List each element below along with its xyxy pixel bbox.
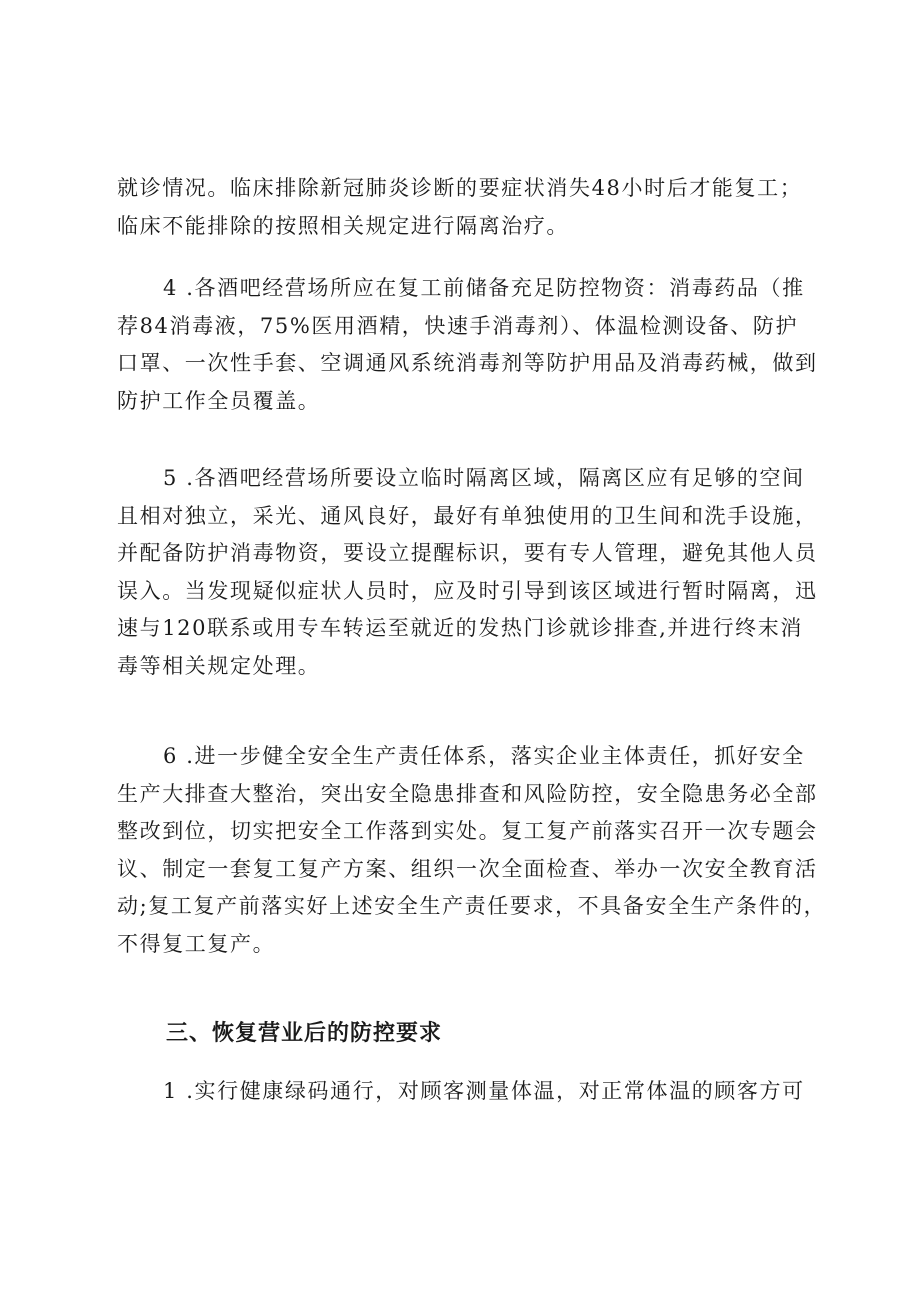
text-line: 就诊情况。临床排除新冠肺炎诊断的要症状消失48小时后才能复工； [117,176,803,200]
text-line: 误入。当发现疑似症状人员时，应及时引导到该区域进行暂时隔离，迅 [117,578,818,603]
text-line: 荐84消毒液，75%医用酒精，快速手消毒剂）、体温检测设备、防护 [117,313,799,338]
text-line: 动;复工复产前落实好上述安全生产责任要求，不具备安全生产条件的， [117,894,827,918]
text-line: 防护工作全员覆盖。 [117,388,321,413]
text-line: 议、制定一套复工复产方案、组织一次全面检查、举办一次安全教育活 [117,856,818,881]
text-line: 4 .各酒吧经营场所应在复工前储备充足防控物资：消毒药品（推 [163,276,805,300]
paragraph-item-1 [117,1073,831,1111]
paragraph-item-5 [117,460,831,685]
section-heading: 三、恢复营业后的防控要求 [166,1021,443,1046]
text-line: 整改到位，切实把安全工作落到实处。复工复产前落实召开一次专题会 [117,819,818,843]
text-line: 5 .各酒吧经营场所要设立临时隔离区域，隔离区应有足够的空间 [163,466,805,490]
text-line: 临床不能排除的按照相关规定进行隔离治疗。 [117,213,569,238]
paragraph-continuation [117,170,831,245]
text-line: 1 .实行健康绿码通行，对顾客测量体温，对正常体温的顾客方可 [163,1079,805,1103]
text-line: 毒等相关规定处理。 [117,653,321,678]
text-line: 速与120联系或用专车转运至就近的发热门诊就诊排查,并进行终末消 [117,616,803,640]
text-line: 并配备防护消毒物资，要设立提醒标识，要有专人管理，避免其他人员 [117,541,818,565]
text-line: 不得复工复产。 [117,931,276,956]
paragraph-item-6 [117,738,831,963]
paragraph-item-4 [117,270,831,420]
text-line: 生产大排查大整治，突出安全隐患排查和风险防控，安全隐患务必全部 [117,781,818,806]
text-line: 且相对独立，采光、通风良好，最好有单独使用的卫生间和洗手设施， [117,503,818,528]
text-line: 口罩、一次性手套、空调通风系统消毒剂等防护用品及消毒药械，做到 [117,351,818,375]
text-line: 6 .进一步健全安全生产责任体系，落实企业主体责任，抓好安全 [163,744,805,768]
